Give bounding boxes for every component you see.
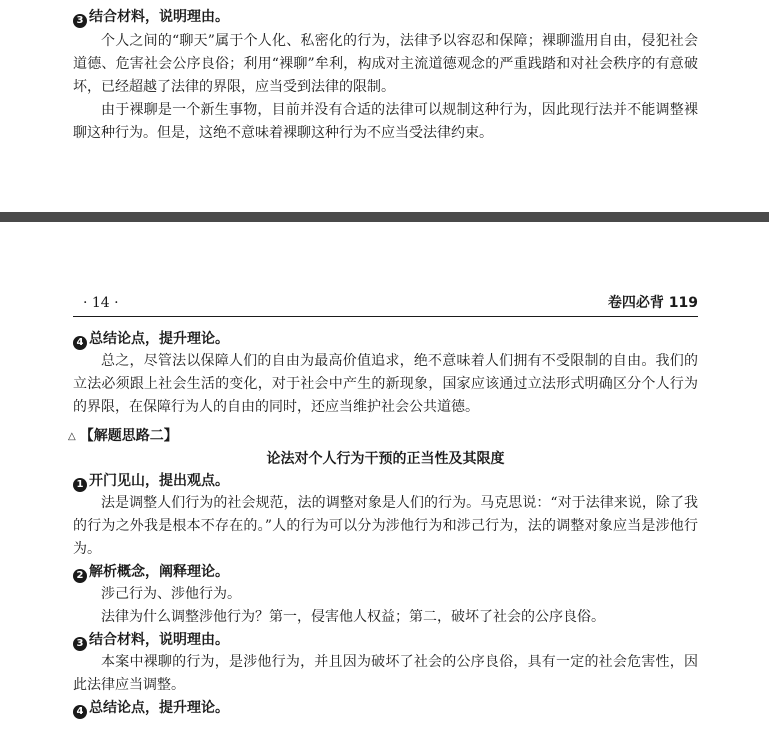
essay-title: 论法对个人行为干预的正当性及其限度 [266, 451, 505, 467]
route-label: 【解题思路二】 [79, 428, 178, 444]
heading-text: 结合材料，说明理由。 [89, 632, 229, 648]
page-header [73, 292, 698, 317]
paragraph: 由于裸聊是一个新生事物，目前并没有合适的法律可以规制这种行为，因此现行法并不能调整裸聊这种行为。但是，这绝不意味着裸聊这种行为不应当受法律约束。 [73, 102, 698, 141]
summary-paragraph: 总之，尽管法以保障人们的自由为最高价值追求，绝不意味着人们拥有不受限制的自由。我们的立法必须跟上社会生活的变化，对于社会中产生的新现象，国家应该通过立法形式明确区分个人行为的界限，在保障行为人的自由的同时，还应当维护社会公共道德。 [73, 353, 698, 415]
number-4-badge: 4 [73, 705, 87, 719]
part1-heading [73, 470, 698, 492]
page-divider [0, 212, 769, 222]
part3-paragraph: 本案中裸聊的行为，是涉他行为，并且因为破坏了社会的公序良俗，具有一定的社会危害性，因此法律应当调整。 [73, 654, 698, 693]
triangle-icon: △ [68, 431, 76, 442]
part4-heading [73, 697, 698, 719]
heading-text: 结合材料，说明理由。 [89, 9, 229, 25]
route-heading [68, 425, 698, 448]
paragraph: 个人之间的“聊天”属于个人化、私密化的行为，法律予以容忍和保障；裸聊滥用自由，侵犯社会道德、危害社会公序良俗；利用“裸聊”牟利，构成对主流道德观念的严重践踏和对社会秩序的有意破坏，已经超越了法律的界限，应当受到法律的限制。 [73, 33, 698, 95]
heading-text: 总结论点，提升理论。 [89, 331, 229, 347]
heading-text: 开门见山，提出观点。 [89, 473, 229, 489]
part2-heading [73, 561, 698, 583]
section-heading-4 [73, 328, 698, 350]
part3-heading [73, 629, 698, 651]
heading-text: 解析概念，阐释理论。 [89, 564, 229, 580]
part1-paragraph: 法是调整人们行为的社会规范，法的调整对象是人们的行为。马克思说：“对于法律来说，除了我的行为之外我是根本不存在的。”人的行为可以分为涉他行为和涉己行为，法的调整对象应当是涉他行为。 [73, 495, 698, 557]
number-2-badge: 2 [73, 569, 87, 583]
part2-line: 涉己行为、涉他行为。 [101, 586, 241, 602]
page-number: · 14 · [83, 295, 119, 311]
section-heading-3 [73, 6, 698, 28]
number-3-badge: 3 [73, 14, 87, 28]
upper-page-content [73, 6, 698, 145]
lower-page [0, 222, 769, 737]
number-4-badge: 4 [73, 336, 87, 350]
book-title: 卷四必背 119 [607, 295, 698, 311]
number-3-badge: 3 [73, 637, 87, 651]
lower-page-content [68, 328, 698, 719]
number-1-badge: 1 [73, 478, 87, 492]
upper-page [0, 0, 769, 212]
part2-line: 法律为什么调整涉他行为？第一，侵害他人权益；第二，破坏了社会的公序良俗。 [101, 609, 605, 625]
heading-text: 总结论点，提升理论。 [89, 700, 229, 716]
